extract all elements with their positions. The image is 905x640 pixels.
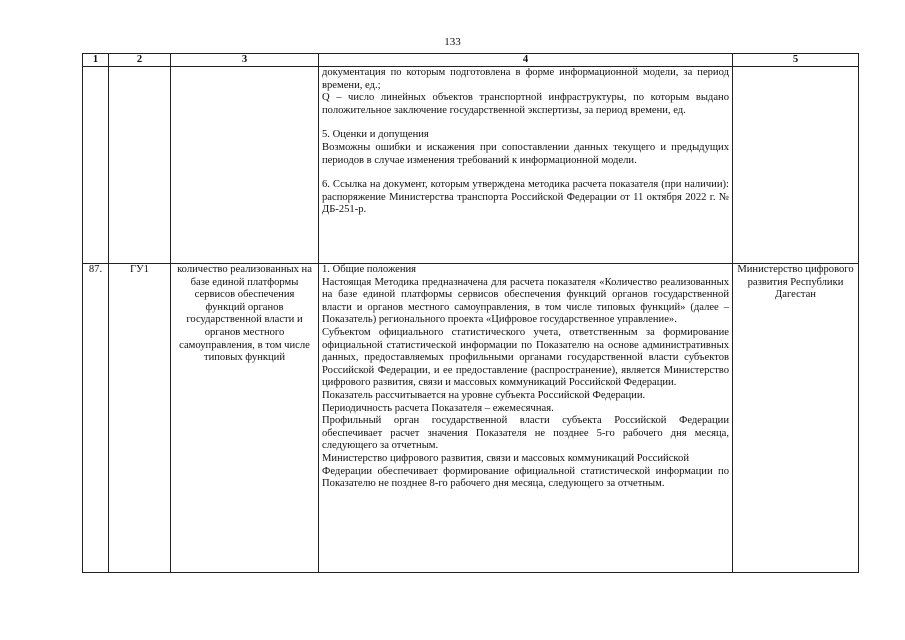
table-row-87 [83, 264, 859, 573]
paragraph-gap [322, 117, 729, 129]
header-col-5: 5 [733, 54, 859, 67]
header-col-2: 2 [109, 54, 171, 67]
cell-code [109, 67, 171, 264]
paragraph-gap [322, 167, 729, 179]
cell-number [83, 67, 109, 264]
table-header-row [83, 54, 859, 67]
cell-number: 87. [83, 264, 109, 573]
methodology-paragraph: Возможны ошибки и искажения при сопоставлении данных текущего и предыдущих периодов в случае изменения требований к информационной модели. [322, 141, 729, 166]
cell-responsible [733, 67, 859, 264]
methodology-paragraph: Периодичность расчета Показателя – ежемесячная. [322, 402, 554, 414]
cell-methodology [319, 264, 733, 573]
page-number: 133 [444, 36, 461, 48]
methodology-paragraph: Субъектом официального статистического учета, ответственным за формирование официальной статистической информации по Показателю на основе административных данных, предоставляемых профильными органами государственной власти субъектов Российской Федерации, и ее предоставление (распространение), является Министерство цифрового развития, связи и массовых коммуникаций Российской Федерации. [322, 326, 729, 389]
methodology-paragraph: Q – число линейных объектов транспортной инфраструктуры, по которым выдано положительное заключение государственной экспертизы, за период времени, ед. [322, 92, 729, 116]
cell-code: ГУ1 [109, 264, 171, 573]
cell-indicator: количество реализованных на базе единой платформы сервисов обеспечения функций органов государственной власти и органов местного самоуправления, в том числе типовых функций [171, 264, 319, 573]
indicator-table [82, 53, 859, 573]
cell-indicator [171, 67, 319, 264]
methodology-paragraph: Министерство цифрового развития, связи и массовых коммуникаций Российской [322, 452, 689, 464]
cell-responsible: Министерство цифрового развития Республики Дагестан [733, 264, 859, 573]
methodology-paragraph: документация по которым подготовлена в форме информационной модели, за период времени, ед.; [322, 67, 729, 91]
header-col-4: 4 [319, 54, 733, 67]
section-heading: 5. Оценки и допущения [322, 129, 429, 141]
header-col-3: 3 [171, 54, 319, 67]
methodology-paragraph: Федерации обеспечивает формирование официальной статистической информации по Показателю не позднее 8-го рабочего дня месяца, следующего за отчетным. [322, 465, 729, 490]
header-col-1: 1 [83, 54, 109, 67]
section-heading: 1. Общие положения [322, 264, 417, 275]
methodology-paragraph: Настоящая Методика предназначена для расчета показателя «Количество реализованных на базе единой платформы сервисов обеспечения функций органов государственной власти и органов местного самоуправления, в том числе типовых функций» (далее – Показатель) регионального проекта «Цифровое государственное управление». [322, 276, 729, 326]
cell-methodology [319, 67, 733, 264]
methodology-paragraph: Показатель рассчитывается на уровне субъекта Российской Федерации. [322, 389, 646, 401]
methodology-paragraph: Профильный орган государственной власти субъекта Российской Федерации обеспечивает расчет значения Показателя не позднее 5-го рабочего дня месяца, следующего за отчетным. [322, 415, 729, 452]
methodology-paragraph: 6. Ссылка на документ, которым утверждена методика расчета показателя (при наличии): распоряжение Министерства транспорта Российской Федерации от 11 октября 2022 г. № ДБ-251-р. [322, 179, 729, 216]
table-row-continuation [83, 67, 859, 264]
